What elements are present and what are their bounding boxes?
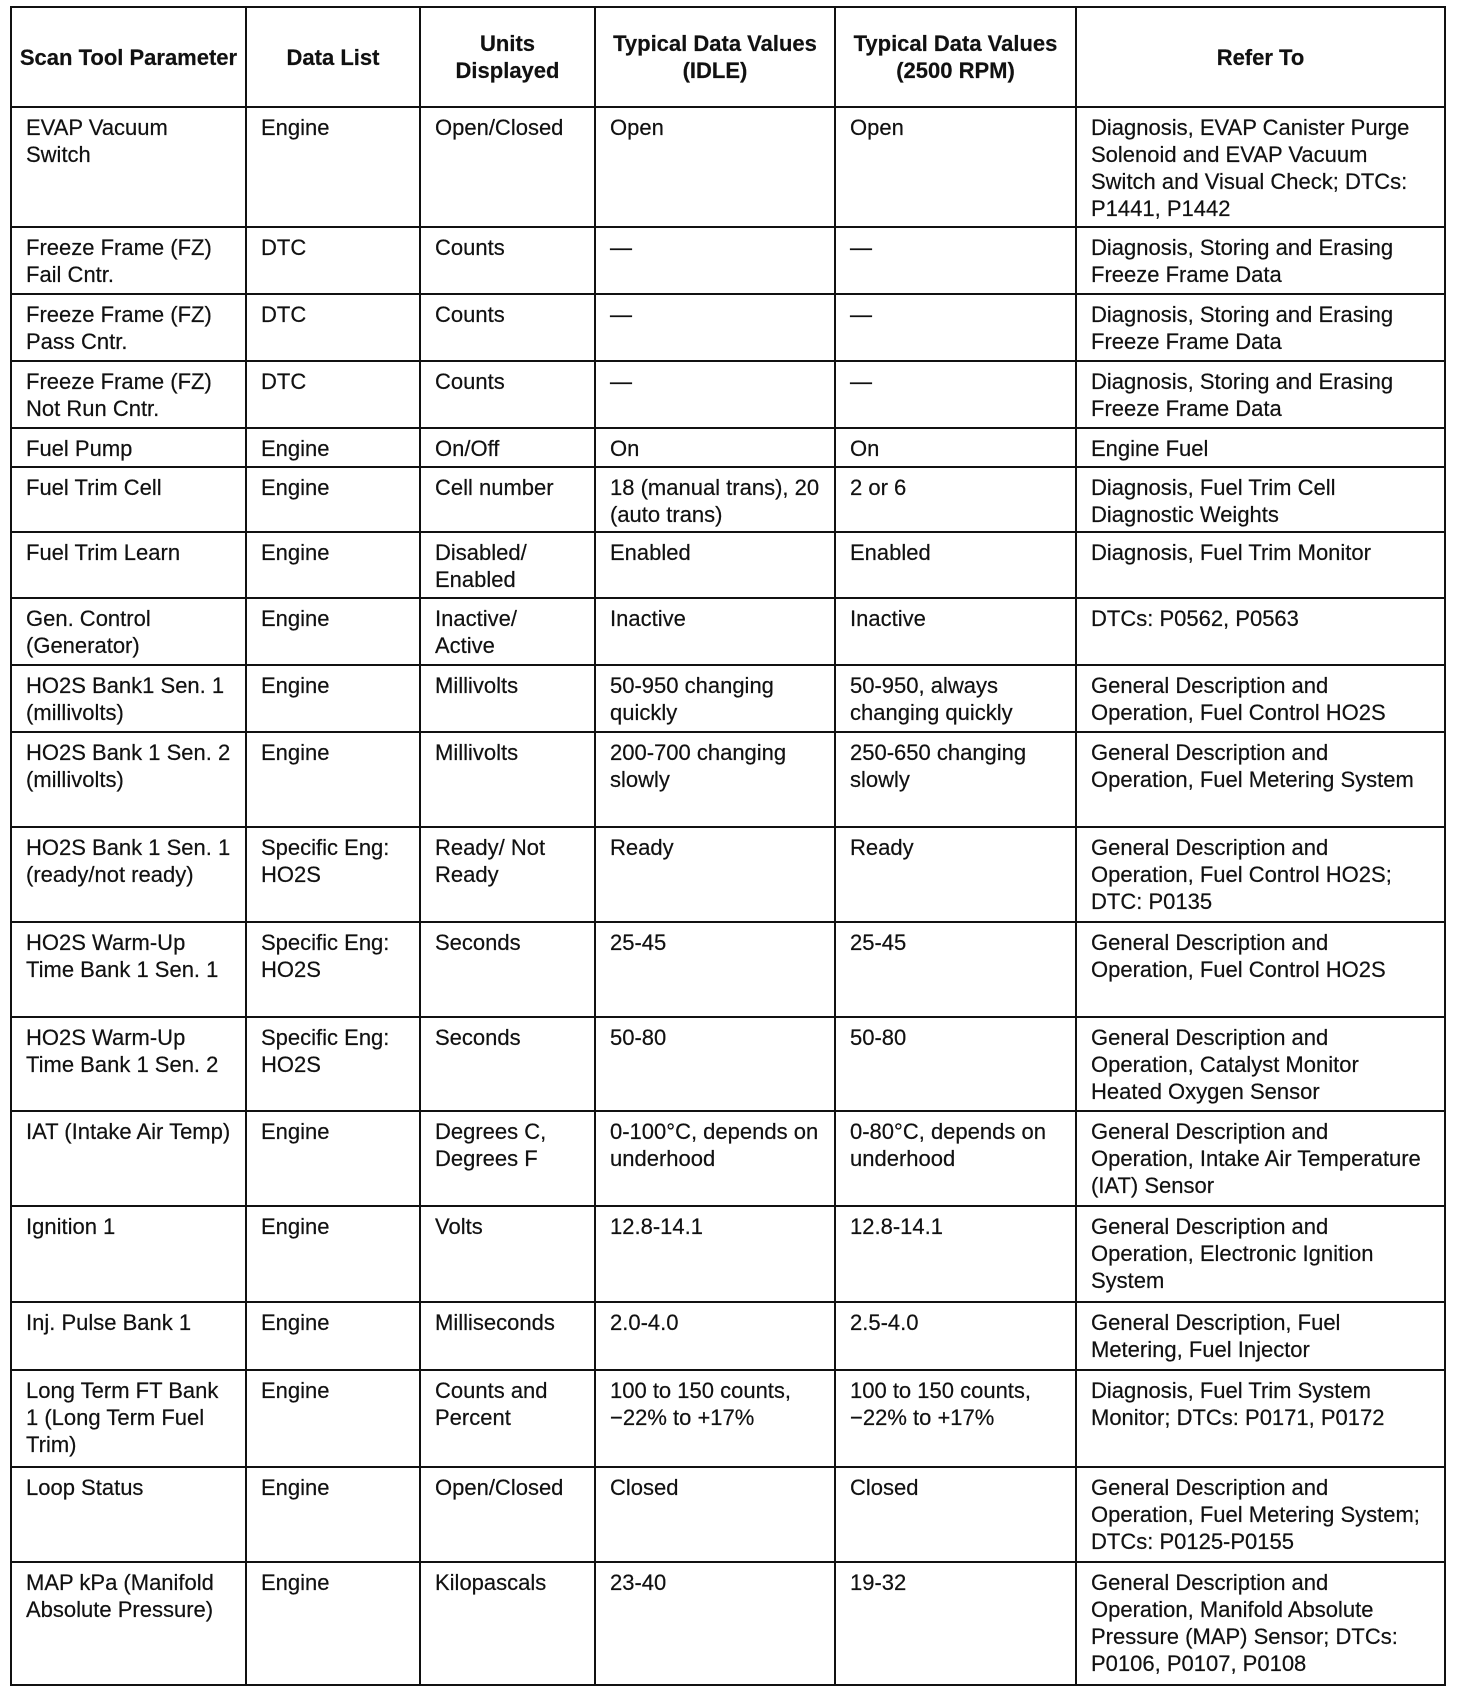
cell-rpm-2500-value: Open — [835, 107, 1076, 227]
cell-refer-to: Diagnosis, Storing and Erasing Freeze Frame Data — [1076, 227, 1445, 294]
cell-data-list: Engine — [246, 1562, 420, 1685]
cell-refer-to: General Description and Operation, Electronic Ignition System — [1076, 1206, 1445, 1302]
cell-data-list: Engine — [246, 107, 420, 227]
cell-idle-value: — — [595, 227, 835, 294]
cell-idle-value: On — [595, 428, 835, 467]
column-header-units: Units Displayed — [420, 7, 595, 107]
cell-rpm-2500-value: Closed — [835, 1467, 1076, 1562]
cell-idle-value: 100 to 150 counts, −22% to +17% — [595, 1370, 835, 1467]
cell-idle-value: 200-700 changing slowly — [595, 732, 835, 827]
cell-rpm-2500-value: 12.8-14.1 — [835, 1206, 1076, 1302]
cell-refer-to: Diagnosis, Fuel Trim Cell Diagnostic Weights — [1076, 467, 1445, 532]
cell-units: Millivolts — [420, 665, 595, 732]
cell-units: Kilopascals — [420, 1562, 595, 1685]
cell-data-list: DTC — [246, 294, 420, 361]
cell-data-list: Specific Eng: HO2S — [246, 1017, 420, 1111]
table-row — [11, 1017, 1445, 1111]
column-header-refer-to: Refer To — [1076, 7, 1445, 107]
cell-data-list: Engine — [246, 428, 420, 467]
cell-rpm-2500-value: — — [835, 294, 1076, 361]
cell-data-list: Specific Eng: HO2S — [246, 827, 420, 922]
cell-data-list: Engine — [246, 532, 420, 598]
cell-parameter: Fuel Trim Learn — [11, 532, 246, 598]
cell-idle-value: 0-100°C, depends on underhood — [595, 1111, 835, 1206]
cell-refer-to: Diagnosis, Fuel Trim Monitor — [1076, 532, 1445, 598]
cell-units: Seconds — [420, 1017, 595, 1111]
cell-refer-to: General Description and Operation, Manifold Absolute Pressure (MAP) Sensor; DTCs: P0106, P0107, P0108 — [1076, 1562, 1445, 1685]
cell-parameter: Loop Status — [11, 1467, 246, 1562]
cell-refer-to: Diagnosis, EVAP Canister Purge Solenoid and EVAP Vacuum Switch and Visual Check; DTCs: P1441, P1442 — [1076, 107, 1445, 227]
cell-parameter: Long Term FT Bank 1 (Long Term Fuel Trim) — [11, 1370, 246, 1467]
table-row — [11, 532, 1445, 598]
table-row — [11, 922, 1445, 1017]
table-row — [11, 1111, 1445, 1206]
cell-idle-value: 25-45 — [595, 922, 835, 1017]
column-header-parameter: Scan Tool Parameter — [11, 7, 246, 107]
table-row — [11, 294, 1445, 361]
cell-parameter: HO2S Bank1 Sen. 1 (millivolts) — [11, 665, 246, 732]
column-header-rpm-2500-value: Typical Data Values (2500 RPM) — [835, 7, 1076, 107]
cell-rpm-2500-value: — — [835, 361, 1076, 428]
cell-parameter: EVAP Vacuum Switch — [11, 107, 246, 227]
cell-idle-value: Open — [595, 107, 835, 227]
cell-refer-to: General Description and Operation, Catalyst Monitor Heated Oxygen Sensor — [1076, 1017, 1445, 1111]
column-header-data-list: Data List — [246, 7, 420, 107]
cell-refer-to: General Description and Operation, Fuel Metering System — [1076, 732, 1445, 827]
cell-units: On/Off — [420, 428, 595, 467]
cell-rpm-2500-value: Ready — [835, 827, 1076, 922]
cell-parameter: MAP kPa (Manifold Absolute Pressure) — [11, 1562, 246, 1685]
cell-data-list: Engine — [246, 1467, 420, 1562]
cell-units: Open/Closed — [420, 1467, 595, 1562]
cell-data-list: Engine — [246, 732, 420, 827]
cell-refer-to: General Description and Operation, Fuel Control HO2S — [1076, 665, 1445, 732]
cell-units: Counts and Percent — [420, 1370, 595, 1467]
cell-data-list: Engine — [246, 467, 420, 532]
cell-data-list: Engine — [246, 1370, 420, 1467]
cell-data-list: Engine — [246, 1302, 420, 1370]
table-row — [11, 361, 1445, 428]
cell-idle-value: 18 (manual trans), 20 (auto trans) — [595, 467, 835, 532]
cell-rpm-2500-value: 0-80°C, depends on underhood — [835, 1111, 1076, 1206]
cell-parameter: HO2S Bank 1 Sen. 1 (ready/not ready) — [11, 827, 246, 922]
cell-refer-to: Engine Fuel — [1076, 428, 1445, 467]
cell-parameter: HO2S Warm-Up Time Bank 1 Sen. 1 — [11, 922, 246, 1017]
cell-data-list: Engine — [246, 665, 420, 732]
cell-rpm-2500-value: 25-45 — [835, 922, 1076, 1017]
cell-units: Ready/ Not Ready — [420, 827, 595, 922]
cell-data-list: DTC — [246, 227, 420, 294]
cell-data-list: Engine — [246, 598, 420, 665]
cell-refer-to: Diagnosis, Storing and Erasing Freeze Frame Data — [1076, 361, 1445, 428]
cell-data-list: DTC — [246, 361, 420, 428]
table-row — [11, 598, 1445, 665]
cell-idle-value: 23-40 — [595, 1562, 835, 1685]
cell-units: Open/Closed — [420, 107, 595, 227]
cell-units: Inactive/ Active — [420, 598, 595, 665]
cell-parameter: Freeze Frame (FZ) Fail Cntr. — [11, 227, 246, 294]
table-row — [11, 827, 1445, 922]
table-row — [11, 467, 1445, 532]
cell-rpm-2500-value: 50-950, always changing quickly — [835, 665, 1076, 732]
table-row — [11, 1370, 1445, 1467]
table-row — [11, 1467, 1445, 1562]
cell-parameter: Ignition 1 — [11, 1206, 246, 1302]
cell-parameter: Freeze Frame (FZ) Not Run Cntr. — [11, 361, 246, 428]
cell-rpm-2500-value: 2.5-4.0 — [835, 1302, 1076, 1370]
cell-data-list: Engine — [246, 1206, 420, 1302]
cell-units: Degrees C, Degrees F — [420, 1111, 595, 1206]
cell-rpm-2500-value: — — [835, 227, 1076, 294]
table-row — [11, 1206, 1445, 1302]
table-row — [11, 107, 1445, 227]
table-row — [11, 665, 1445, 732]
cell-parameter: Freeze Frame (FZ) Pass Cntr. — [11, 294, 246, 361]
cell-idle-value: Enabled — [595, 532, 835, 598]
cell-units: Seconds — [420, 922, 595, 1017]
cell-data-list: Engine — [246, 1111, 420, 1206]
cell-rpm-2500-value: 100 to 150 counts, −22% to +17% — [835, 1370, 1076, 1467]
cell-units: Disabled/ Enabled — [420, 532, 595, 598]
cell-parameter: HO2S Warm-Up Time Bank 1 Sen. 2 — [11, 1017, 246, 1111]
cell-rpm-2500-value: 19-32 — [835, 1562, 1076, 1685]
cell-units: Cell number — [420, 467, 595, 532]
cell-rpm-2500-value: 50-80 — [835, 1017, 1076, 1111]
cell-parameter: Fuel Pump — [11, 428, 246, 467]
cell-rpm-2500-value: 250-650 changing slowly — [835, 732, 1076, 827]
cell-idle-value: Inactive — [595, 598, 835, 665]
cell-refer-to: General Description, Fuel Metering, Fuel Injector — [1076, 1302, 1445, 1370]
cell-refer-to: Diagnosis, Storing and Erasing Freeze Frame Data — [1076, 294, 1445, 361]
cell-units: Counts — [420, 294, 595, 361]
header-row — [11, 7, 1445, 107]
cell-refer-to: General Description and Operation, Fuel Control HO2S — [1076, 922, 1445, 1017]
column-header-idle-value: Typical Data Values (IDLE) — [595, 7, 835, 107]
table-row — [11, 227, 1445, 294]
cell-data-list: Specific Eng: HO2S — [246, 922, 420, 1017]
cell-rpm-2500-value: Inactive — [835, 598, 1076, 665]
cell-rpm-2500-value: 2 or 6 — [835, 467, 1076, 532]
table-row — [11, 1302, 1445, 1370]
cell-units: Counts — [420, 361, 595, 428]
cell-idle-value: — — [595, 361, 835, 428]
table-row — [11, 1562, 1445, 1685]
cell-idle-value: 12.8-14.1 — [595, 1206, 835, 1302]
table-row — [11, 732, 1445, 827]
cell-refer-to: General Description and Operation, Intake Air Temperature (IAT) Sensor — [1076, 1111, 1445, 1206]
cell-idle-value: 2.0-4.0 — [595, 1302, 835, 1370]
cell-parameter: IAT (Intake Air Temp) — [11, 1111, 246, 1206]
cell-parameter: Inj. Pulse Bank 1 — [11, 1302, 246, 1370]
cell-idle-value: Closed — [595, 1467, 835, 1562]
cell-units: Counts — [420, 227, 595, 294]
cell-refer-to: General Description and Operation, Fuel Control HO2S; DTC: P0135 — [1076, 827, 1445, 922]
cell-refer-to: General Description and Operation, Fuel Metering System; DTCs: P0125-P0155 — [1076, 1467, 1445, 1562]
cell-units: Milliseconds — [420, 1302, 595, 1370]
cell-units: Millivolts — [420, 732, 595, 827]
cell-rpm-2500-value: Enabled — [835, 532, 1076, 598]
cell-parameter: HO2S Bank 1 Sen. 2 (millivolts) — [11, 732, 246, 827]
cell-idle-value: Ready — [595, 827, 835, 922]
cell-idle-value: 50-80 — [595, 1017, 835, 1111]
scan-tool-data-table — [10, 6, 1446, 1686]
cell-refer-to: Diagnosis, Fuel Trim System Monitor; DTCs: P0171, P0172 — [1076, 1370, 1445, 1467]
cell-idle-value: — — [595, 294, 835, 361]
cell-refer-to: DTCs: P0562, P0563 — [1076, 598, 1445, 665]
cell-rpm-2500-value: On — [835, 428, 1076, 467]
cell-idle-value: 50-950 changing quickly — [595, 665, 835, 732]
cell-parameter: Fuel Trim Cell — [11, 467, 246, 532]
cell-units: Volts — [420, 1206, 595, 1302]
cell-parameter: Gen. Control (Generator) — [11, 598, 246, 665]
table-row — [11, 428, 1445, 467]
